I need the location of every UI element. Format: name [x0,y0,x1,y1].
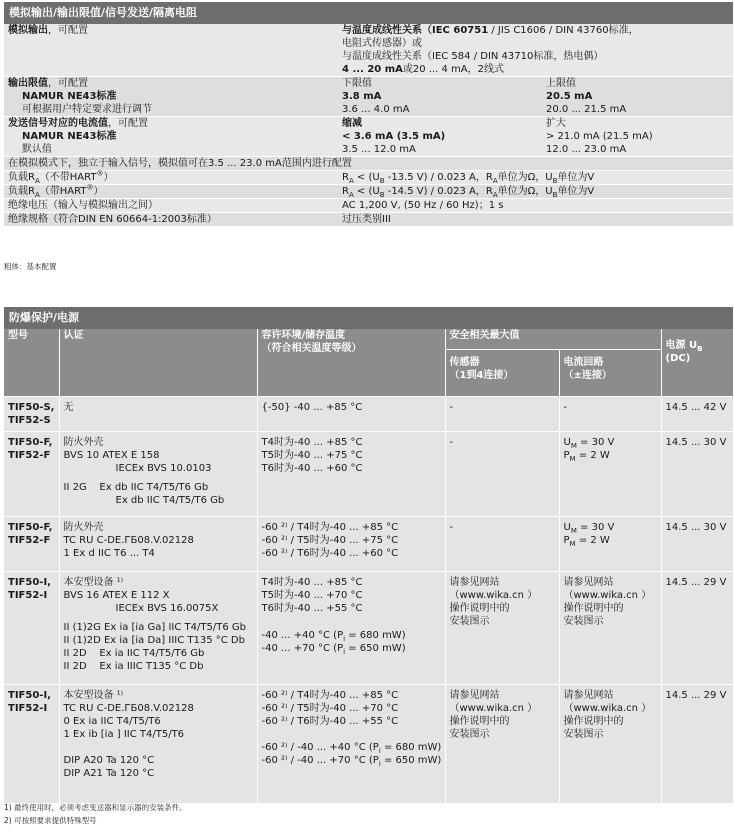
table-row: TIF50-F, TIF52-F 防火外壳 TC RU C-DE.ГБ08.V.02128 1 Ex d IIC T6 ... T4 -60 ²⁾ / T4时为-40 ... +85 °C -60 ²⁾ / T5时为-40 ... +75 °C -60 ²⁾ / T6时为-40 ... +60 °C - $U_M = 30$ V $P_M = 2$ W 14.5 ... 30 V [4,517,733,572]
reduced-range: 3.5 ... 12.0 mA [342,144,416,155]
table-row [4,24,733,77]
table-row: 负载$R_A$（带HART®） $R_A < (U_B$ -14.5 V) / 0.023 A，$R_A$单位为Ω，$U_B$单位为V [4,185,733,199]
header-power-unit: (DC) [665,353,691,364]
extended-range: 12.0 ... 23.0 mA [546,144,627,155]
section1-title: 模拟输出/输出限值/信号发送/隔离电阻 [4,2,733,24]
table-row: TIF50-I, TIF52-I 本安型设备 ¹⁾ TC RU C-DE.ГБ08.V.02128 0 Ex ia IIC T4/T5/T6 1 Ex ib [ia ] IIC T4/T5/T6 DIP A20 Ta 120 °C DIP A21 Ta 120 °C -60 ²⁾ / T4时为-40 ... +85 °C -60 ²⁾ / T5时为-40 ... +70 °C -60 ²⁾ / T6时为-40 ... +55 °C -60 ²⁾ / -40 ... +40 °C ($P_i = 680$ mW) -60 ²⁾ / -40 ... +70 °C ($P_i = 650$ mW) 请参见网站 （www.wika.cn ） 操作说明中的 安装图示 请参见网站 （www.wika.cn ） 操作说明中的 安装图示 14.5 ... 29 V [4,685,733,804]
row-label: 输出限值 [8,78,48,89]
table-row: TIF50-S, TIF52-S 无 {-50} -40 ... +85 °C - - 14.5 ... 42 V [4,397,733,432]
reduced-value: < 3.6 mA (3.5 mA) [342,131,446,142]
footnote-1: 1) 最终使用时，必须考虑变送器和显示器的安装条件。 [4,803,187,812]
row-sublabel: 默认值 [22,144,52,155]
analog-line2: 电阻式传感器）或 [342,38,422,49]
header-model: 型号 [4,329,59,397]
row-sublabel: NAMUR NE43标准 [22,91,117,102]
table-row: TIF50-F, TIF52-F 防火外壳 BVS 10 ATEX E 158 IECEx BVS 10.0103 II 2G Ex db IIC T4/T5/T6 Gb Ex db IIC T4/T5/T6 Gb T4时为-40 ... +85 °C T5时为-40 ... +75 °C T6时为-40 ... +60 °C - $U_M = 30$ V $P_M = 2$ W 14.5 ... 30 V [4,432,733,517]
footnote-2: 2) 可按照要求提供特殊型号 [4,816,97,825]
simulation-note: 在模拟模式下，独立于输入信号，模拟值可在3.5 ... 23.0 mA范围内进行配置 [4,157,733,171]
table-row: 负载$R_A$（不带HART®） $R_A < (U_B$ -13.5 V) / 0.023 A，$R_A$单位为Ω，$U_B$单位为V [4,171,733,185]
footnote-bold: 粗体：基本配置 [4,262,57,271]
upper-limit-value: 20.5 mA [546,91,593,102]
analog-line4-suffix: 或20 ... 4 mA，2线式 [402,64,504,75]
row-sublabel: NAMUR NE43标准 [22,131,117,142]
reduced-header: 缩减 [342,118,362,129]
row-label: 模拟输出 [8,25,48,36]
extended-value: > 21.0 mA (21.5 mA) [546,131,653,142]
output-specs-table [4,24,733,227]
analog-line4: 4 ... 20 mA [342,64,403,75]
analog-line3: 与温度成线性关系（IEC 584 / DIN 43710标准，热电偶） [342,51,604,62]
row-label: 发送信号对应的电流值 [8,118,108,129]
row-label-suffix: ，可配置 [108,118,148,129]
row-label-suffix: ，可配置 [48,25,88,36]
section2-title: 防爆保护/电源 [4,307,733,329]
lower-limit-range: 3.6 ... 4.0 mA [342,104,410,115]
header-approval: 认证 [59,329,257,397]
table-row: 绝缘规格（符合DIN EN 60664-1:2003标准） 过压类别III [4,213,733,227]
row-sublabel: 可根据用户特定要求进行调节 [22,104,152,115]
header-sensor: 传感器 [449,357,480,368]
header-safety: 安全相关最大值 [445,329,661,350]
table-row: TIF50-I, TIF52-I 本安型设备 ¹⁾ BVS 16 ATEX E 112 X IECEx BVS 16.0075X II (1)2G Ex ia [ia Ga] IIC T4/T5/T6 Gb II (1)2D Ex ia [ia Da] IIIC T135 °C Db II 2D Ex ia IIC T4/T5/T6 Gb II 2D Ex ia IIIC T135 °C Db T4时为-40 ... +85 °C T5时为-40 ... +70 °C T6时为-40 ... +55 °C -40 ... +40 °C ($P_i = 680$ mW) -40 ... +70 °C ($P_i = 650$ mW) 请参见网站 （www.wika.cn ） 操作说明中的 安装图示 请参见网站 （www.wika.cn ） 操作说明中的 安装图示 14.5 ... 29 V [4,572,733,685]
header-power: 电源 U [665,340,698,351]
header-loop-sub: （±连接） [563,370,612,381]
analog-line1-suffix: / JIS C1606 / DIN 43760标准， [488,25,639,36]
upper-limit-header: 上限值 [546,78,576,89]
upper-limit-range: 20.0 ... 21.5 mA [546,104,627,115]
table-row [4,117,733,157]
table-header-row: 型号 认证 容许环境/储存温度 （符合相关温度等级） 安全相关最大值 电源 $U_B$ (DC) [4,329,733,350]
table-row: 绝缘电压（输入与模拟输出之间） AC 1,200 V, (50 Hz / 60 Hz)；1 s [4,199,733,213]
header-loop: 电流回路 [563,357,604,368]
extended-header: 扩大 [546,118,566,129]
table-row [4,77,733,117]
header-env-sub: （符合相关温度等级） [261,343,362,354]
explosion-protection-table [4,329,734,804]
lower-limit-value: 3.8 mA [342,91,382,102]
header-env: 容许环境/储存温度 [261,330,346,341]
analog-line1: 与温度成线性关系（IEC 60751 [342,25,489,36]
lower-limit-header: 下限值 [342,78,372,89]
row-label-suffix: ，可配置 [48,78,88,89]
table-row [4,157,733,171]
header-sensor-sub: （1到4连接） [449,370,514,381]
